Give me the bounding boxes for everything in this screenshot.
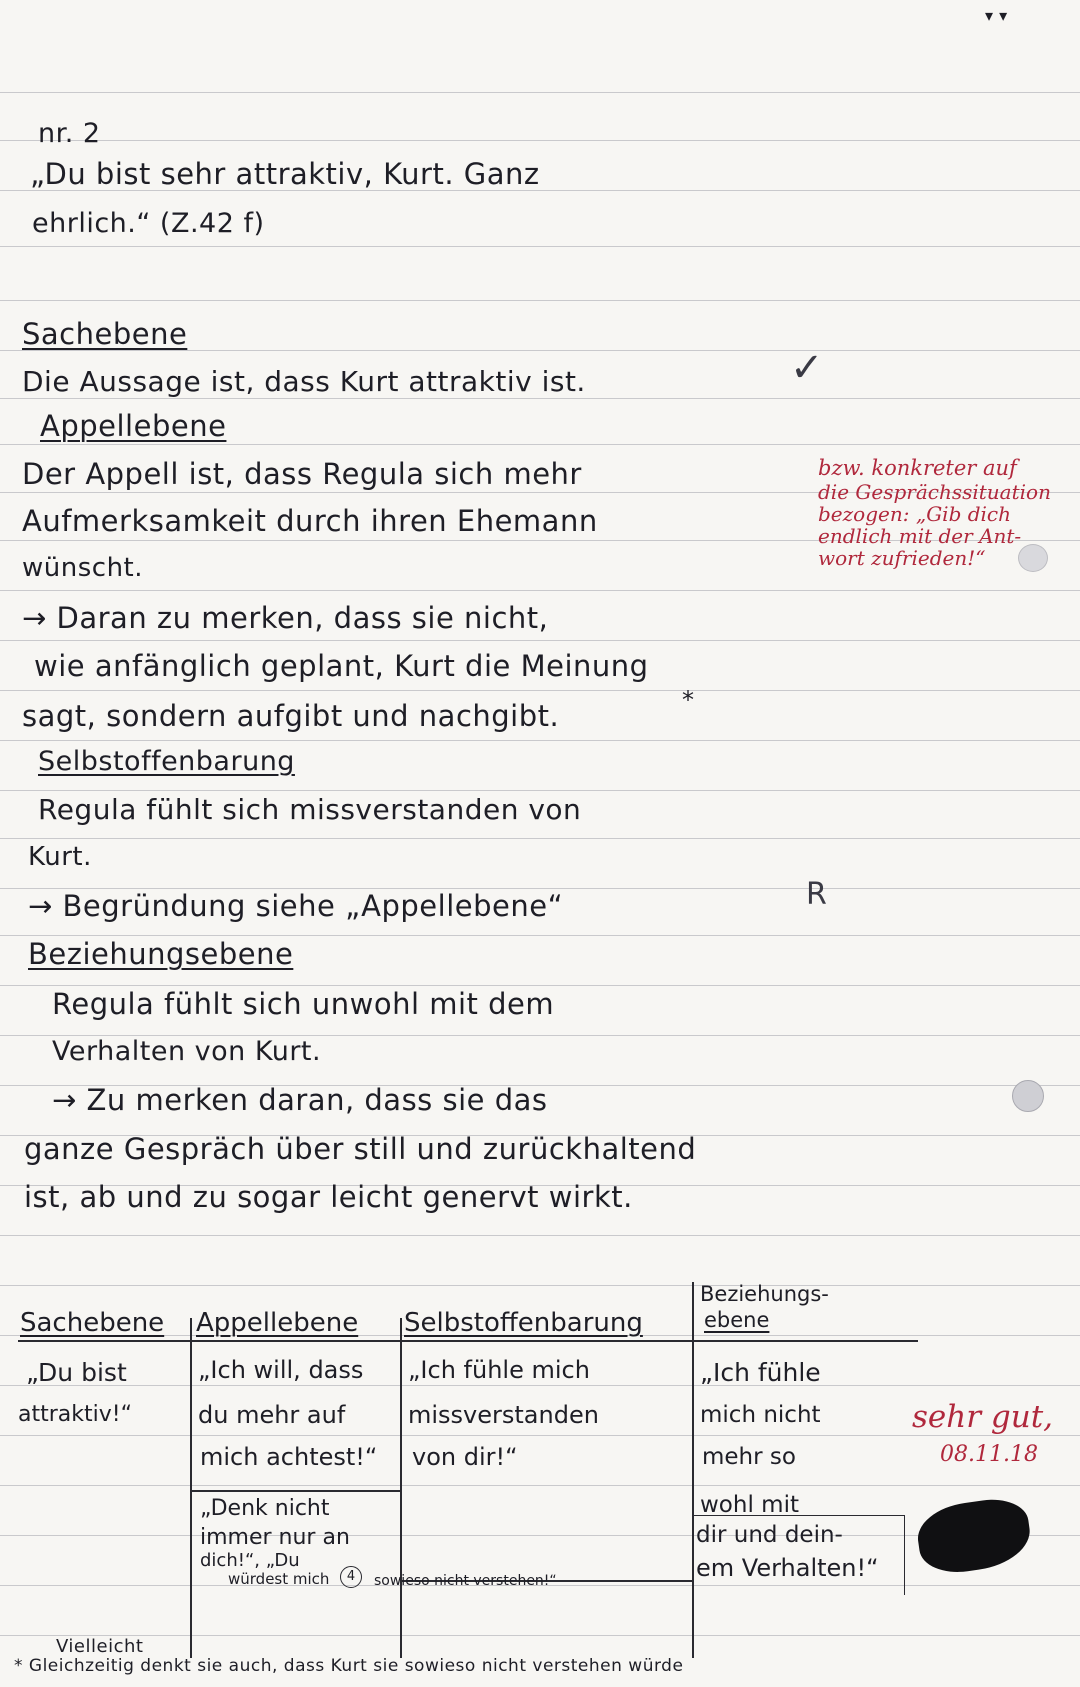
table-header-bez-2: ebene — [704, 1308, 770, 1332]
teacher-note-line-4: endlich mit der Ant- — [818, 524, 1022, 548]
table-header-sach: Sachebene — [20, 1308, 165, 1338]
appell-line-6: sagt, sondern aufgibt und nachgibt. — [22, 699, 560, 733]
asterisk-mark: * — [682, 686, 695, 714]
appell-cell-5: immer nur an — [200, 1525, 350, 1550]
bez-line-2: Verhalten von Kurt. — [52, 1036, 322, 1067]
sachebene-text: Die Aussage ist, dass Kurt attraktiv ist. — [22, 365, 586, 398]
bez-line-5: ist, ab und zu sogar leicht genervt wirkt. — [24, 1180, 633, 1214]
sach-cell-2: attraktiv!“ — [18, 1402, 132, 1427]
quote-line-2: ehrlich.“ (Z.42 f) — [32, 208, 265, 239]
footnote-line-1: Vielleicht — [56, 1636, 144, 1657]
appell-cell-1: „Ich will, dass — [198, 1356, 364, 1384]
check-mark: ✓ — [790, 345, 825, 391]
grade-text: sehr gut, — [912, 1399, 1054, 1435]
grade-date: 08.11.18 — [940, 1442, 1038, 1467]
teacher-note-line-5: wort zufrieden!“ — [818, 546, 986, 570]
r-correction-mark: R — [806, 877, 828, 912]
table-header-bez-1: Beziehungs- — [700, 1282, 829, 1306]
appell-line-3: wünscht. — [22, 553, 143, 583]
selbst-cell-3: von dir!“ — [412, 1443, 518, 1471]
bez-cell-5: dir und dein- — [696, 1522, 843, 1548]
table-header-selbst: Selbstoffenbarung — [404, 1308, 643, 1338]
selbstoffenbarung-heading: Selbstoffenbarung — [38, 746, 295, 777]
header-mark: ▾ ▾ — [985, 6, 1008, 25]
bez-cell-2: mich nicht — [700, 1402, 821, 1428]
teacher-note-line-2: die Gesprächssituation — [818, 480, 1051, 504]
appell-cell-7: würdest mich — [228, 1570, 330, 1588]
bez-line-1: Regula fühlt sich unwohl mit dem — [52, 987, 555, 1021]
circled-number: 4 — [340, 1566, 362, 1588]
bez-cell-6: em Verhalten!“ — [696, 1554, 879, 1582]
selbst-line-1: Regula fühlt sich missverstanden von — [38, 793, 582, 826]
appell-line-1: Der Appell ist, dass Regula sich mehr — [22, 457, 582, 491]
selbst-cell-1: „Ich fühle mich — [408, 1356, 590, 1384]
quote-line-1: „Du bist sehr attraktiv, Kurt. Ganz — [30, 157, 540, 191]
bez-cell-3: mehr so — [702, 1444, 796, 1470]
appell-cell-3: mich achtest!“ — [200, 1443, 378, 1471]
bez-cell-1: „Ich fühle — [700, 1358, 821, 1387]
appell-line-4: → Daran zu merken, dass sie nicht, — [22, 601, 549, 635]
teacher-note-line-1: bzw. konkreter auf — [818, 456, 1017, 480]
bez-line-4: ganze Gespräch über still und zurückhaltend — [24, 1132, 697, 1166]
beziehungsebene-heading: Beziehungsebene — [28, 937, 294, 971]
selbst-cell-4: sowieso nicht verstehen!“ — [374, 1573, 557, 1589]
bez-line-3: → Zu merken daran, dass sie das — [52, 1083, 548, 1117]
appellebene-heading: Appellebene — [40, 409, 227, 443]
selbst-line-2: Kurt. — [28, 842, 92, 872]
appell-line-5: wie anfänglich geplant, Kurt die Meinung — [34, 649, 649, 683]
paper-hole-top — [1018, 544, 1048, 572]
selbst-cell-2: missverstanden — [408, 1401, 599, 1429]
bez-cell-4: wohl mit — [700, 1492, 799, 1518]
footnote-line-2: * Gleichzeitig denkt sie auch, dass Kurt sie sowieso nicht verstehen würde — [14, 1656, 684, 1676]
paper-hole-middle — [1012, 1080, 1044, 1112]
sachebene-heading: Sachebene — [22, 317, 188, 351]
appell-cell-2: du mehr auf — [198, 1401, 346, 1429]
teacher-note-line-3: bezogen: „Gib dich — [818, 502, 1012, 526]
appell-line-2: Aufmerksamkeit durch ihren Ehemann — [22, 504, 598, 538]
exercise-number: nr. 2 — [38, 118, 101, 149]
redacted-signature — [914, 1495, 1034, 1578]
sach-cell-1: „Du bist — [26, 1358, 127, 1387]
selbst-line-3: → Begründung siehe „Appellebene“ — [28, 889, 564, 923]
appell-cell-4: „Denk nicht — [200, 1496, 330, 1521]
appell-cell-6: dich!“, „Du — [200, 1550, 300, 1571]
table-header-appell: Appellebene — [196, 1308, 359, 1338]
